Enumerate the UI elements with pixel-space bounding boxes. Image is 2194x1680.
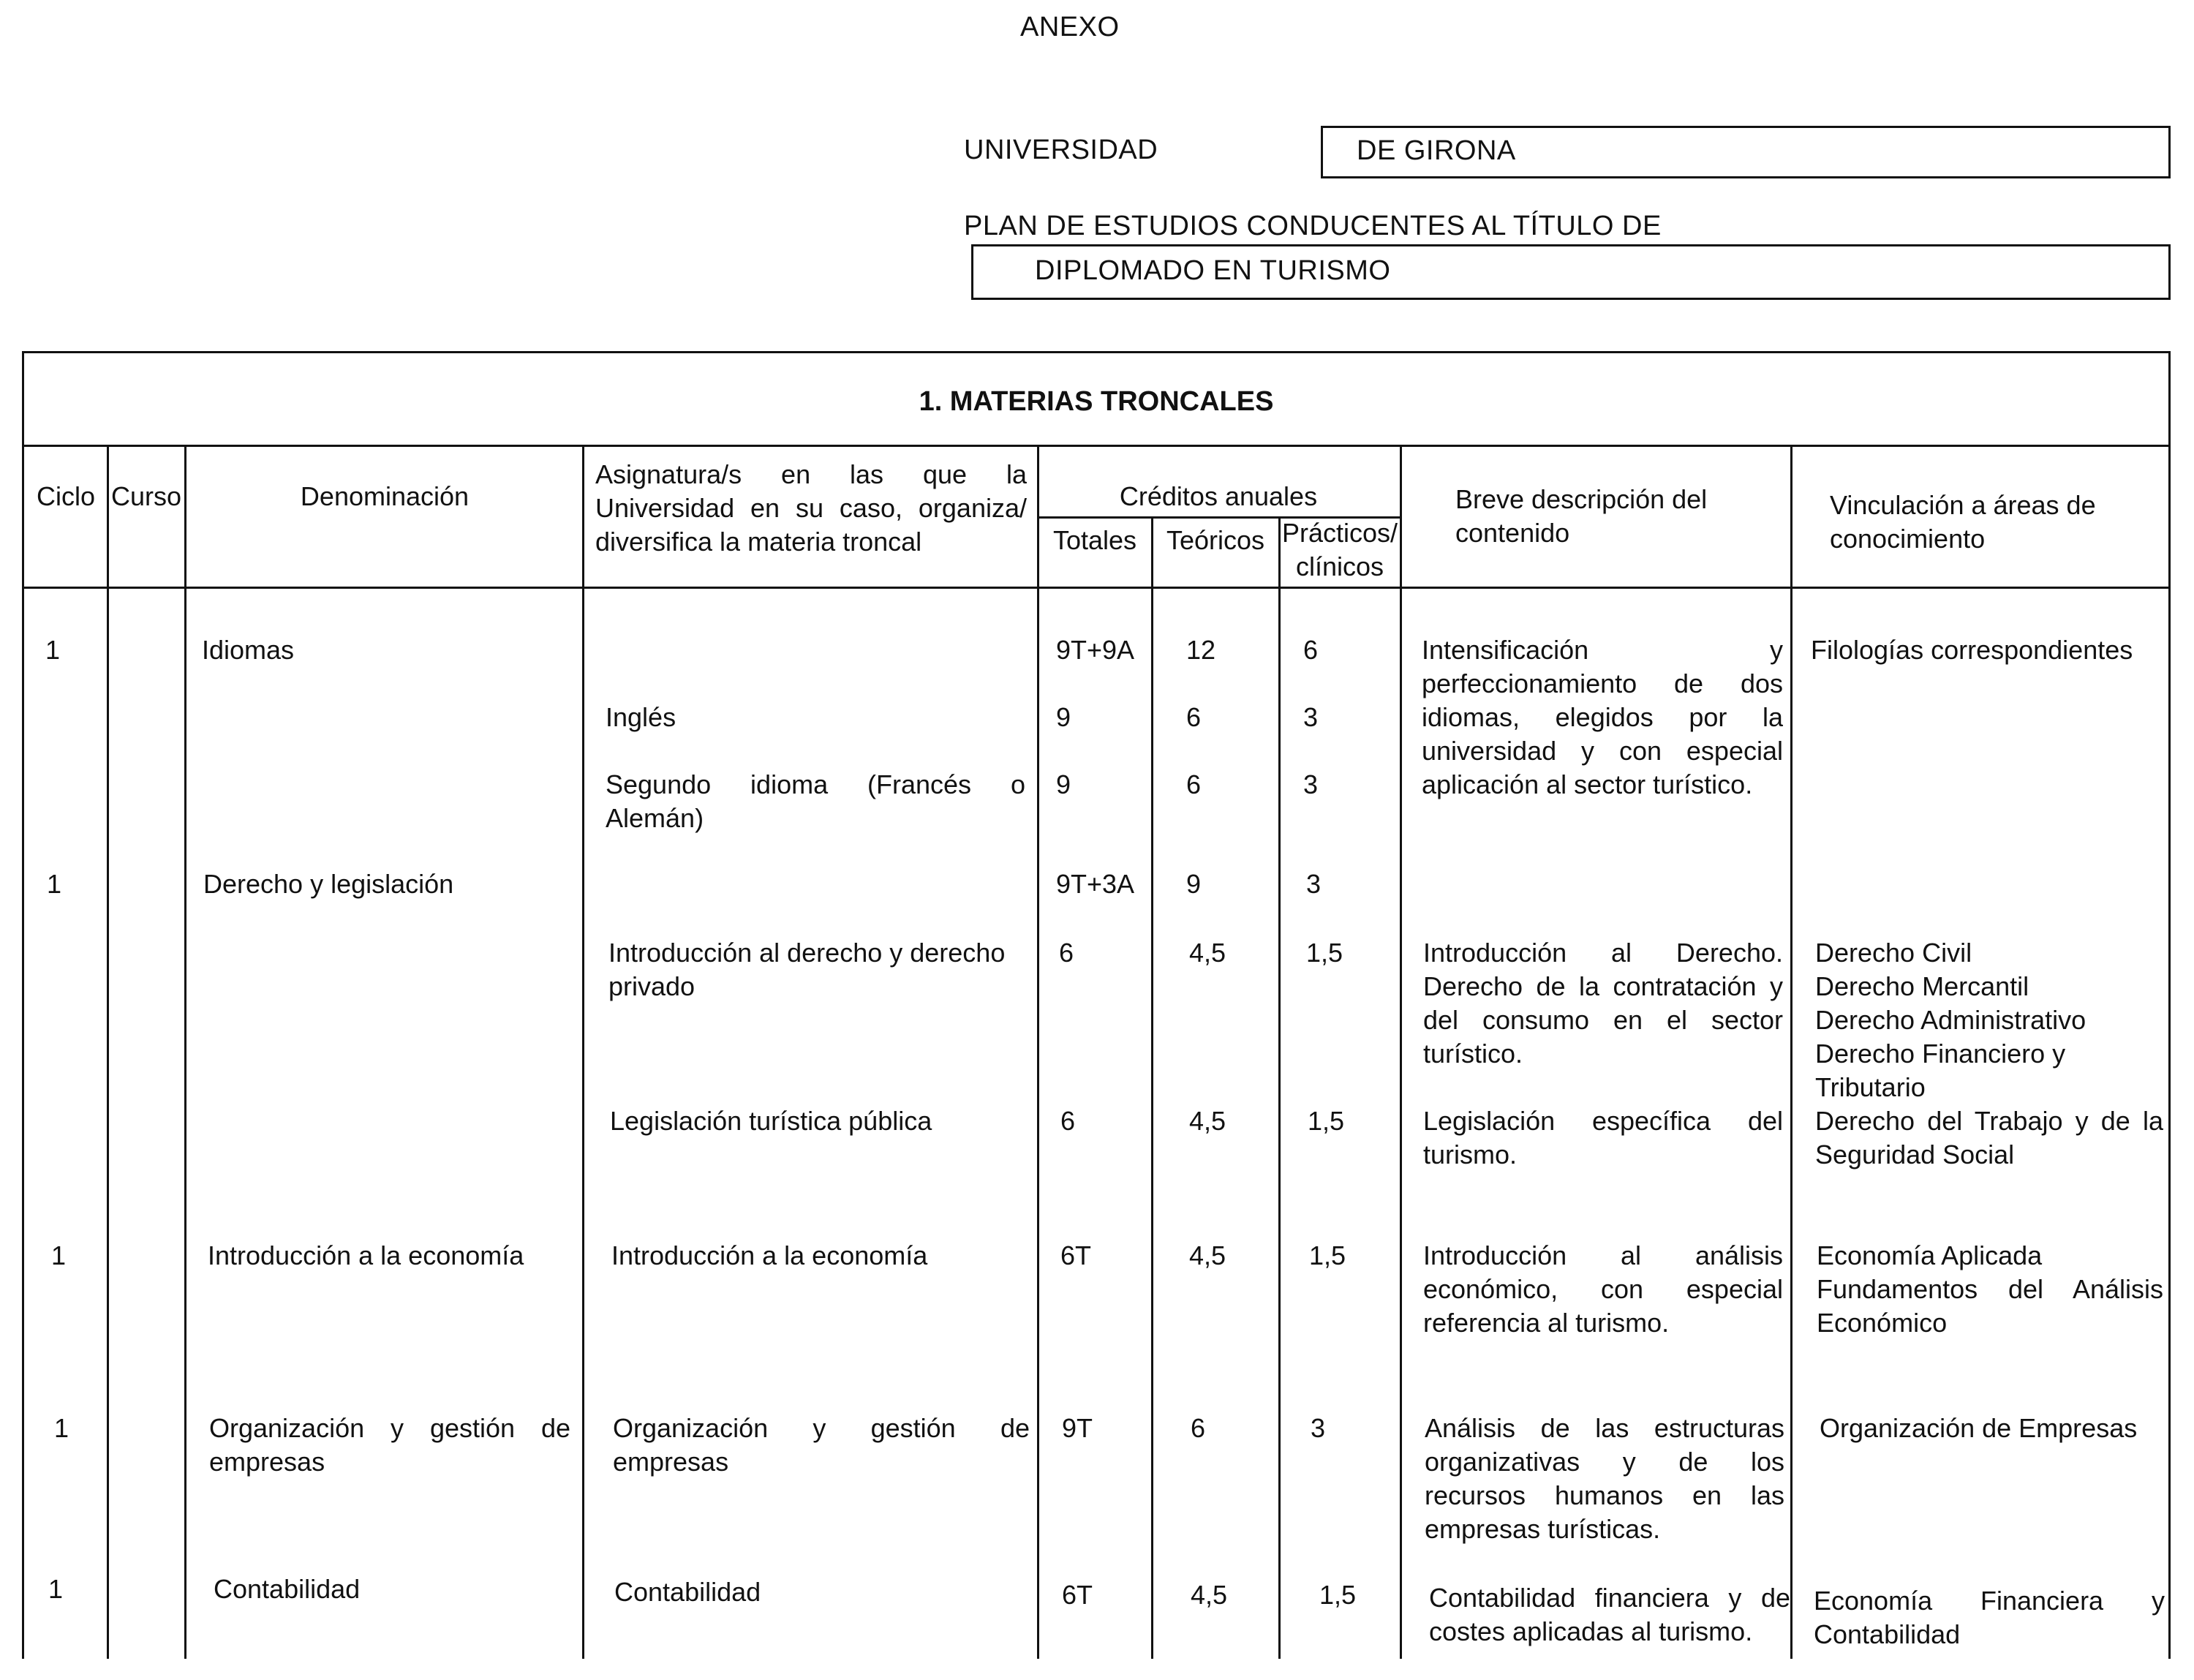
cell-descripcion: Introducción al Derecho. Derecho de la contratación y del consumo en el sector turístico. bbox=[1423, 938, 1783, 1069]
cell-ciclo: 1 bbox=[51, 1240, 67, 1270]
cell-denominacion: Derecho y legislación bbox=[203, 869, 454, 899]
col-header-ciclo: Ciclo bbox=[36, 481, 95, 511]
cell-teoricos: 6 bbox=[1186, 702, 1202, 732]
cell-vinculacion: Economía Financiera y Contabilidad bbox=[1814, 1586, 2165, 1649]
cell-practicos: 3 bbox=[1303, 769, 1319, 799]
cell-totales: 9T bbox=[1062, 1413, 1093, 1443]
col-line-8 bbox=[1790, 445, 1792, 1659]
cell-teoricos: 4,5 bbox=[1189, 938, 1226, 968]
cell-practicos: 1,5 bbox=[1309, 1240, 1346, 1270]
col-header-creditos: Créditos anuales bbox=[1119, 481, 1318, 511]
cell-vinculacion: Filologías correspondientes bbox=[1811, 635, 2133, 665]
col-line-1 bbox=[107, 445, 109, 1659]
annex-title: ANEXO bbox=[1020, 12, 1120, 42]
cell-vinculacion: Derecho Civil Derecho Mercantil Derecho Administrativo Derecho Financiero y Tributario bbox=[1815, 938, 2086, 1102]
cell-totales: 9T+3A bbox=[1056, 869, 1135, 899]
col-line-9 bbox=[2168, 445, 2171, 1659]
cell-totales: 9 bbox=[1056, 702, 1071, 732]
plan-value: DIPLOMADO EN TURISMO bbox=[1035, 255, 1391, 286]
col-header-denominacion: Denominación bbox=[300, 481, 470, 511]
cell-teoricos: 4,5 bbox=[1189, 1106, 1226, 1136]
col-header-vinculacion: Vinculación a áreas de conocimiento bbox=[1830, 490, 2096, 554]
cell-practicos: 6 bbox=[1303, 635, 1319, 665]
cell-practicos: 1,5 bbox=[1306, 938, 1343, 968]
cell-teoricos: 4,5 bbox=[1189, 1240, 1226, 1270]
col-line-7 bbox=[1400, 445, 1402, 1659]
col-line-3 bbox=[582, 445, 584, 1659]
cell-totales: 6T bbox=[1060, 1240, 1092, 1270]
cell-asignatura: Introducción al derecho y derecho privado bbox=[608, 938, 1006, 1001]
col-header-practicos: Prácticos/ clínicos bbox=[1281, 518, 1398, 581]
cell-descripcion: Análisis de las estructuras organizativas y de los recursos humanos en las empresas turísticas. bbox=[1425, 1413, 1784, 1544]
col-line-2 bbox=[184, 445, 186, 1659]
col-header-curso: Curso bbox=[110, 481, 182, 511]
cell-practicos: 3 bbox=[1306, 869, 1322, 899]
col-header-descripcion: Breve descripción del contenido bbox=[1455, 484, 1708, 548]
cell-descripcion: Introducción al análisis económico, con especial referencia al turismo. bbox=[1423, 1240, 1783, 1338]
cell-ciclo: 1 bbox=[47, 869, 62, 899]
cell-practicos: 1,5 bbox=[1319, 1580, 1357, 1610]
cell-denominacion: Contabilidad bbox=[214, 1574, 361, 1604]
table-top-border bbox=[22, 351, 2171, 353]
col-line-5 bbox=[1151, 516, 1153, 1659]
header-bottom-border bbox=[22, 587, 2171, 589]
cell-asignatura: Organización y gestión de empresas bbox=[613, 1413, 1030, 1477]
table-title: 1. MATERIAS TRONCALES bbox=[919, 386, 1274, 417]
cell-totales: 6T bbox=[1062, 1580, 1093, 1610]
cell-ciclo: 1 bbox=[48, 1574, 64, 1604]
cell-descripcion: Intensificación y perfeccionamiento de dos idiomas, elegidos por la universidad y con especial aplicación al sector turístico. bbox=[1422, 635, 1783, 799]
col-line-4 bbox=[1037, 445, 1039, 1659]
cell-ciclo: 1 bbox=[45, 635, 61, 665]
col-line-0 bbox=[22, 445, 24, 1659]
col-header-asignaturas: Asignatura/s en las que la Universidad en su caso, organiza/ diversifica la materia troncal bbox=[595, 459, 1027, 557]
cell-teoricos: 9 bbox=[1186, 869, 1202, 899]
col-line-6 bbox=[1278, 516, 1281, 1659]
cell-denominacion: Organización y gestión de empresas bbox=[209, 1413, 570, 1477]
cell-descripcion: Legislación específica del turismo. bbox=[1423, 1106, 1783, 1169]
university-label: UNIVERSIDAD bbox=[964, 135, 1158, 165]
cell-asignatura: Contabilidad bbox=[614, 1577, 761, 1607]
cell-teoricos: 6 bbox=[1186, 769, 1202, 799]
cell-totales: 6 bbox=[1059, 938, 1074, 968]
cell-practicos: 3 bbox=[1311, 1413, 1326, 1443]
cell-vinculacion: Organización de Empresas bbox=[1820, 1413, 2138, 1443]
cell-teoricos: 12 bbox=[1186, 635, 1216, 665]
cell-totales: 6 bbox=[1060, 1106, 1076, 1136]
cell-totales: 9T+9A bbox=[1056, 635, 1135, 665]
cell-vinculacion: Economía Aplicada Fundamentos del Análisis Económico bbox=[1817, 1240, 2163, 1338]
cell-practicos: 3 bbox=[1303, 702, 1319, 732]
col-header-teoricos: Teóricos bbox=[1166, 525, 1265, 555]
cell-asignatura: Legislación turística pública bbox=[610, 1106, 932, 1136]
cell-asignatura: Segundo idioma (Francés o Alemán) bbox=[606, 769, 1025, 833]
cell-denominacion: Idiomas bbox=[202, 635, 295, 665]
cell-teoricos: 6 bbox=[1191, 1413, 1206, 1443]
plan-label: PLAN DE ESTUDIOS CONDUCENTES AL TÍTULO DE bbox=[964, 211, 1662, 241]
cell-practicos: 1,5 bbox=[1308, 1106, 1345, 1136]
title-separator bbox=[22, 445, 2171, 447]
cell-asignatura: Inglés bbox=[606, 702, 676, 732]
cell-teoricos: 4,5 bbox=[1191, 1580, 1228, 1610]
cell-denominacion: Introducción a la economía bbox=[208, 1240, 524, 1270]
cell-ciclo: 1 bbox=[54, 1413, 69, 1443]
col-header-totales: Totales bbox=[1052, 525, 1137, 555]
cell-totales: 9 bbox=[1056, 769, 1071, 799]
cell-asignatura: Introducción a la economía bbox=[611, 1240, 928, 1270]
university-value: DE GIRONA bbox=[1357, 135, 1516, 166]
cell-vinculacion: Derecho del Trabajo y de la Seguridad Social bbox=[1815, 1106, 2163, 1169]
cell-descripcion: Contabilidad financiera y de costes aplicadas al turismo. bbox=[1429, 1583, 1790, 1646]
